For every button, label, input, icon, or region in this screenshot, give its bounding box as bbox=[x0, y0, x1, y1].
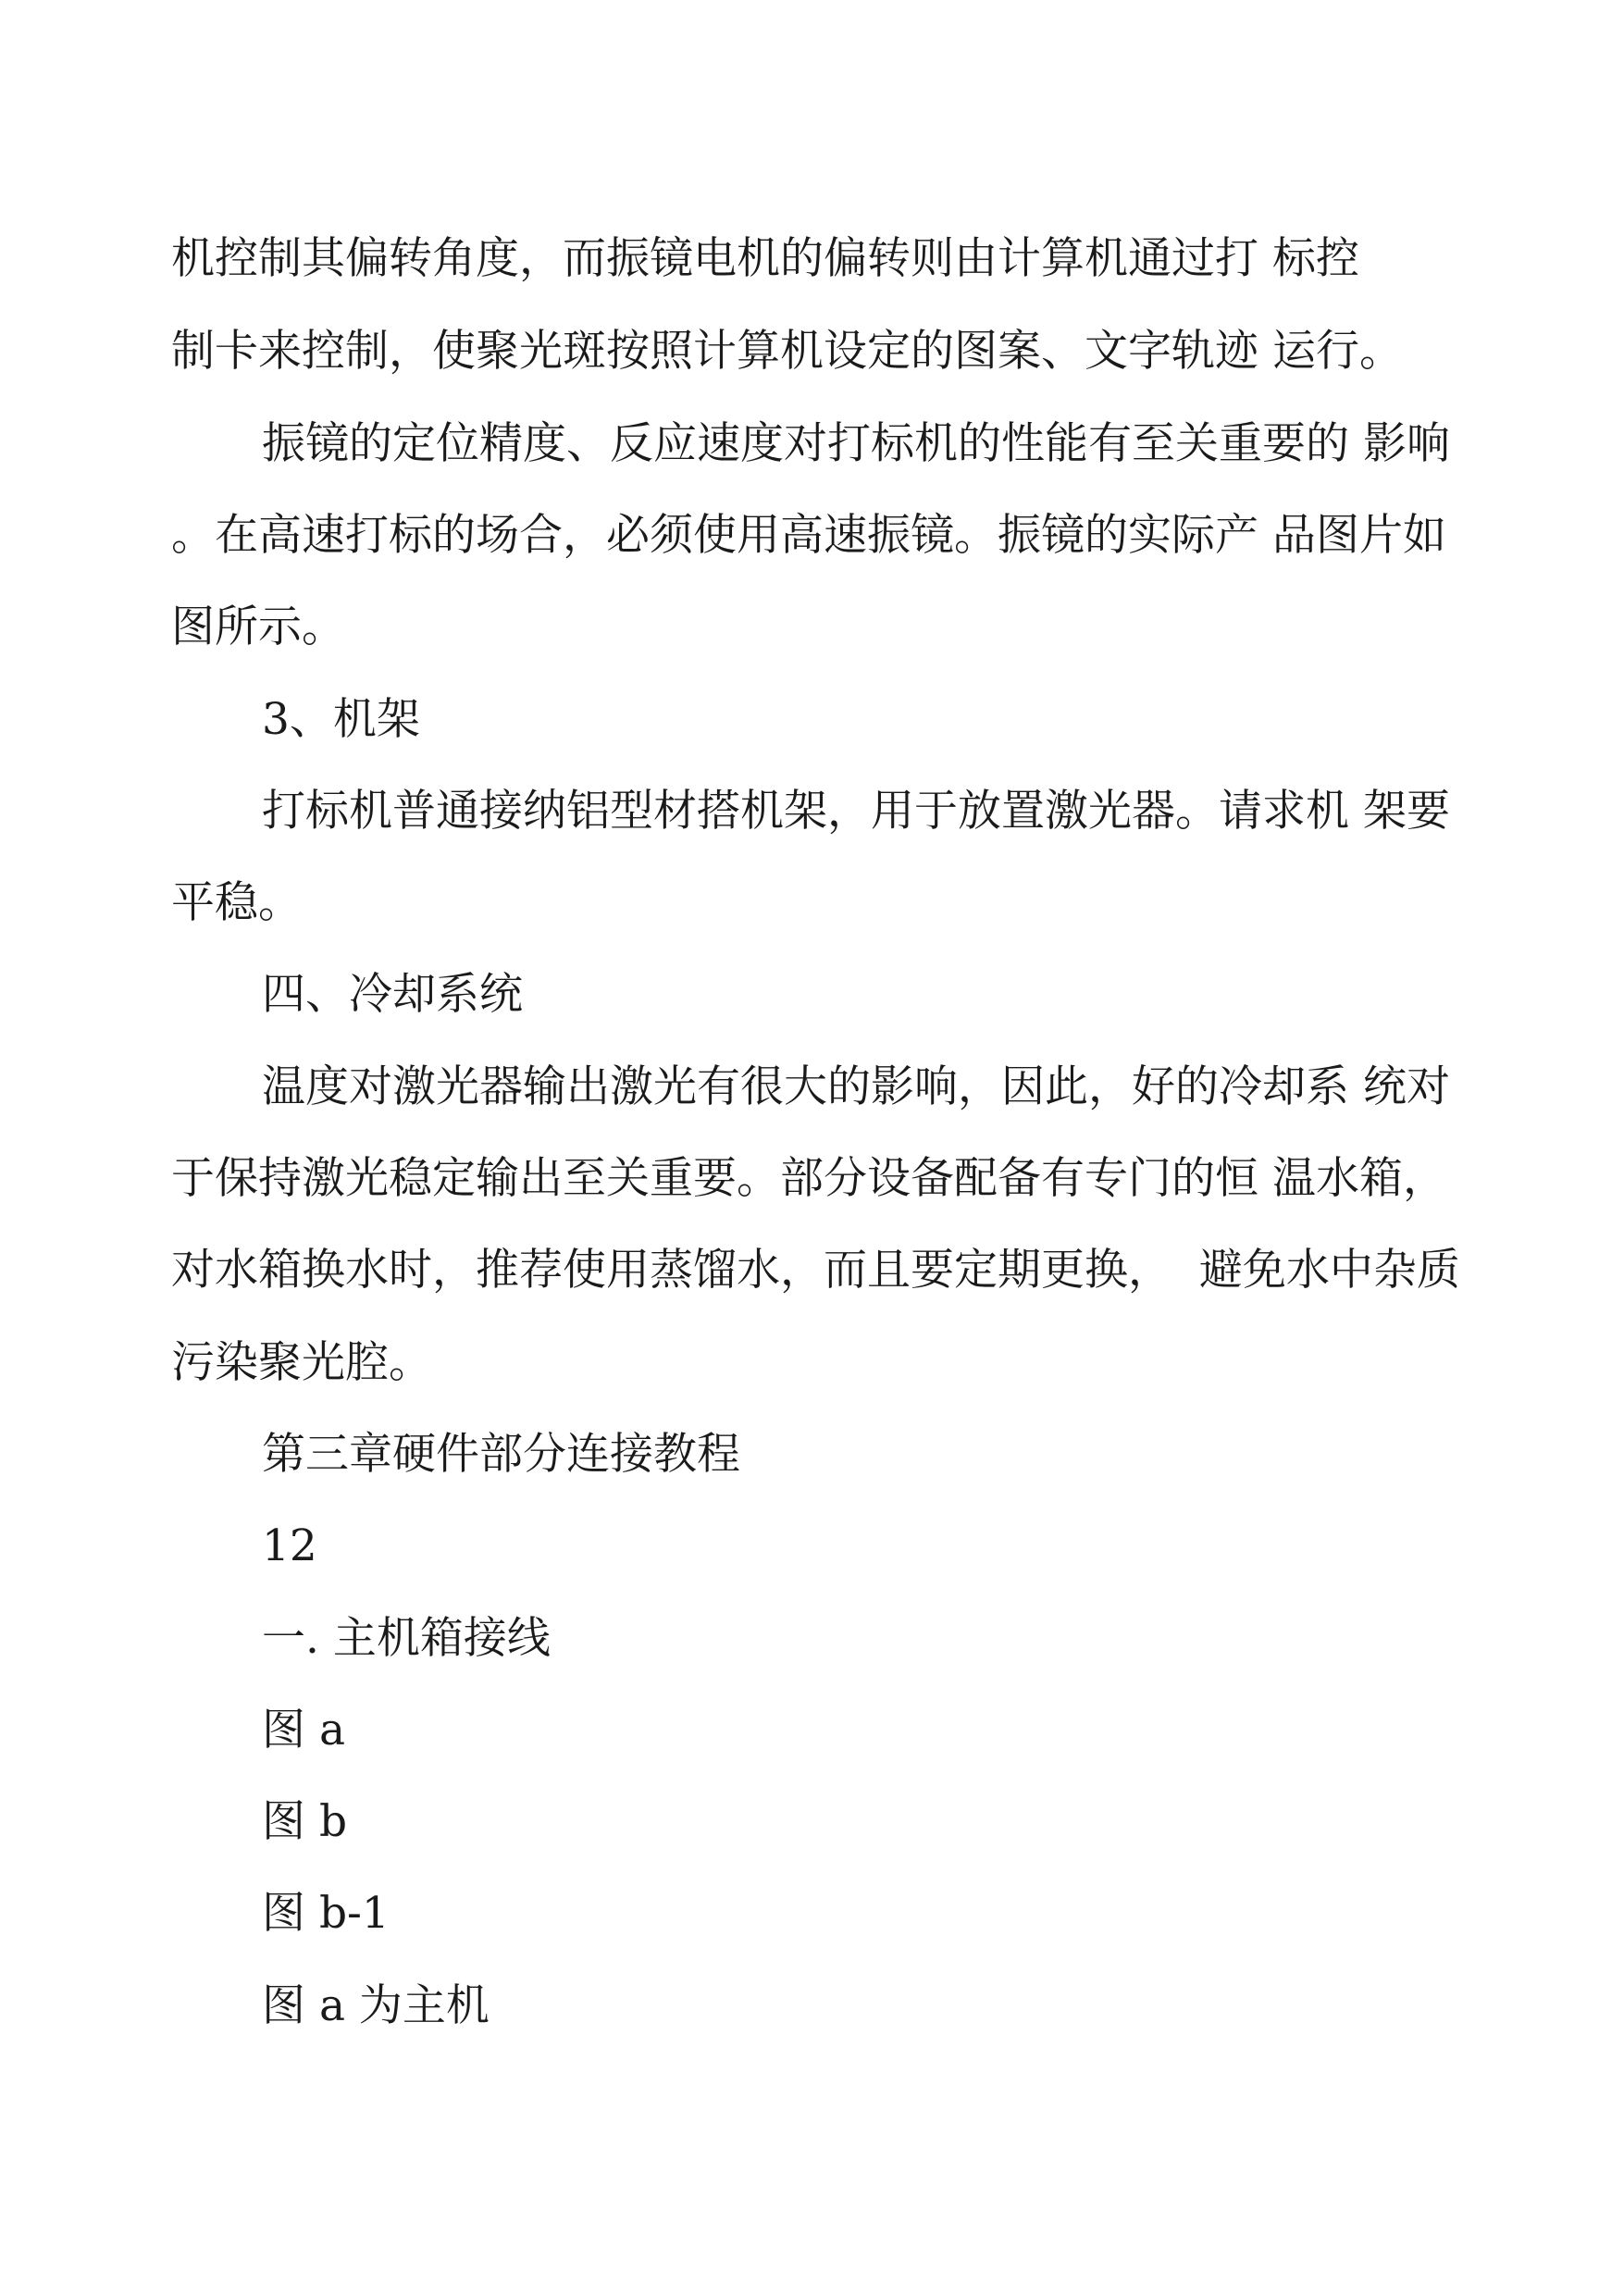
figure-label-a: 图 a bbox=[262, 1705, 345, 1755]
section-heading-cooling: 四、冷却系统 bbox=[262, 969, 523, 1020]
section-heading-frame: 3、机架 bbox=[262, 694, 420, 745]
paragraph-line-11: 于保持激光稳定输出至关重要。部分设备配备有专门的恒 温水箱， bbox=[171, 1153, 1446, 1204]
paragraph-line-4: 。在高速打标的场合，必须使用高速振镜。振镜的实际产 品图片如 bbox=[171, 510, 1446, 561]
paragraph-line-7: 打标机普通接纳铝型材搭机架，用于放置激光器。请求机 架要 bbox=[262, 786, 1450, 837]
figure-caption-a: 图 a 为主机 bbox=[262, 1980, 490, 2031]
page-number: 12 bbox=[262, 1520, 317, 1571]
figure-label-b: 图 b bbox=[262, 1796, 348, 1847]
paragraph-line-10: 温度对激光器输出激光有很大的影响，因此，好的冷却系 统对 bbox=[262, 1061, 1450, 1112]
subsection-heading: 一. 主机箱接线 bbox=[262, 1613, 551, 1664]
chapter-heading: 第三章硬件部分连接教程 bbox=[262, 1429, 740, 1480]
paragraph-line-12: 对水箱换水时，推荐使用蒸馏水，而且要定期更换， 避免水中杂质 bbox=[171, 1245, 1460, 1296]
paragraph-line-3: 振镜的定位精度、反应速度对打标机的性能有至关重要的 影响 bbox=[262, 418, 1450, 469]
paragraph-line-1: 机控制其偏转角度，而振镜电机的偏转则由计算机通过打 标控 bbox=[171, 233, 1359, 284]
paragraph-line-8: 平稳。 bbox=[171, 877, 302, 928]
paragraph-line-2: 制卡来控制，使聚光斑按照计算机设定的图案、文字轨迹 运行。 bbox=[171, 326, 1403, 377]
paragraph-line-5: 图所示。 bbox=[171, 602, 345, 652]
paragraph-line-13: 污染聚光腔。 bbox=[171, 1337, 432, 1388]
figure-label-b-1: 图 b-1 bbox=[262, 1888, 390, 1939]
